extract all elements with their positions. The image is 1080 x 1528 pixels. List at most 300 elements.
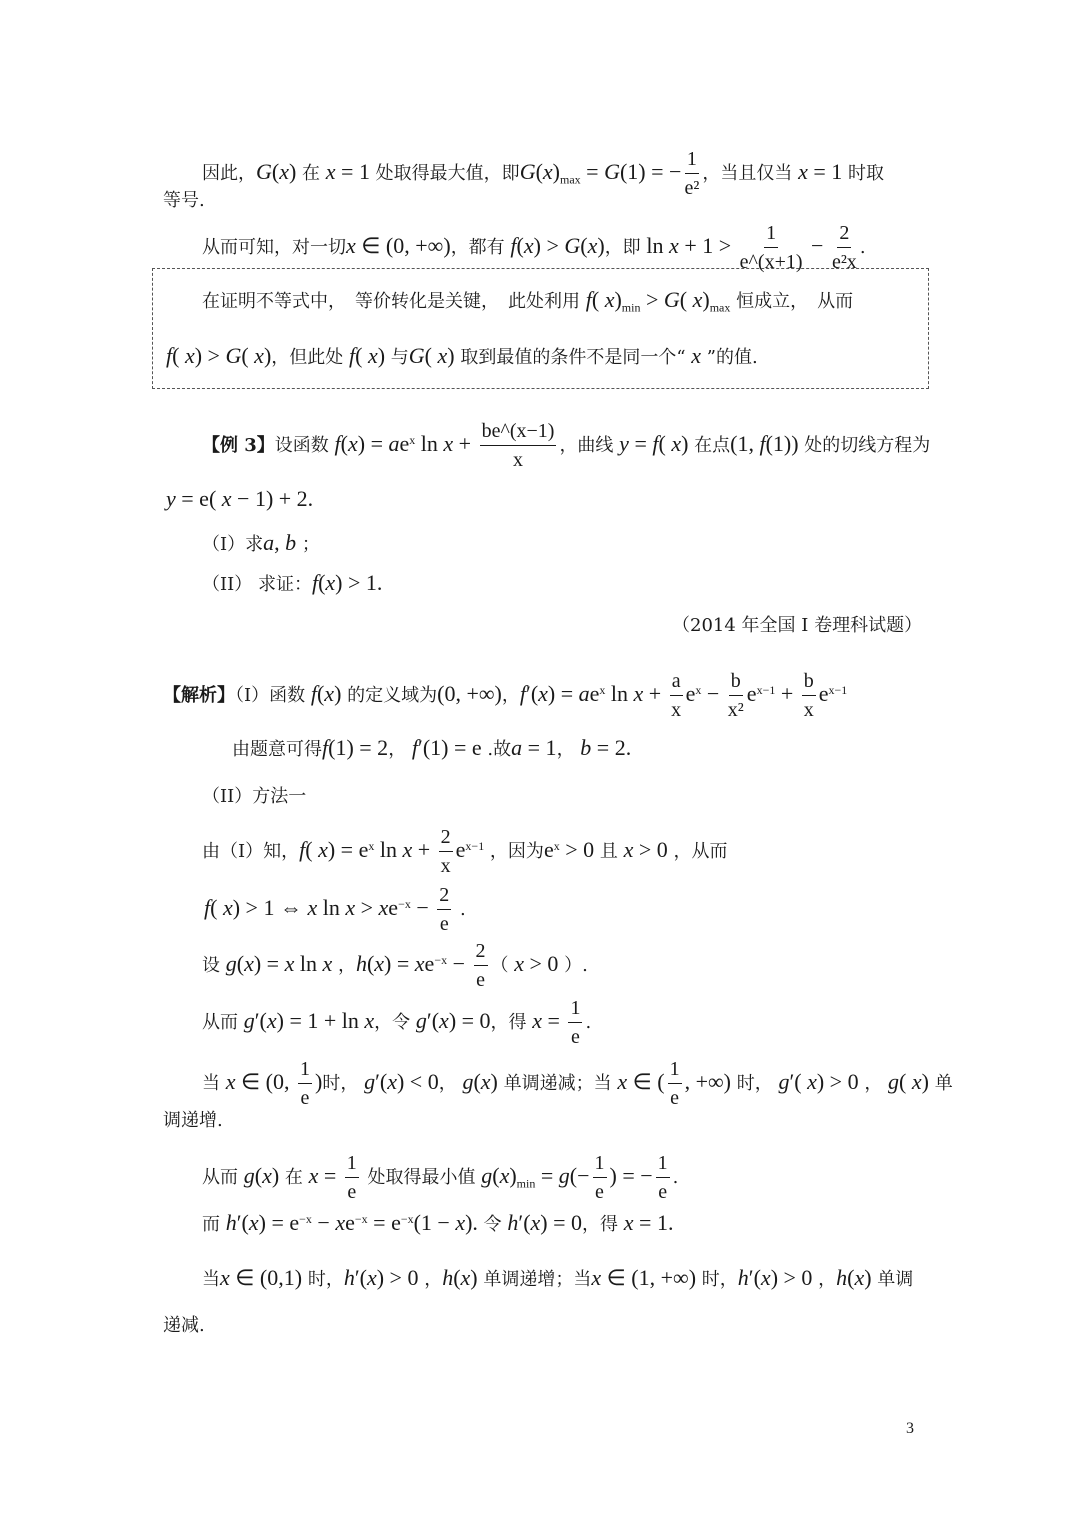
math-variable: g (243, 1008, 255, 1033)
solution-part-1 (163, 670, 847, 722)
fraction (298, 1058, 312, 1110)
math-variable: G (225, 343, 242, 368)
math-text: > 0 (559, 837, 595, 862)
math-variable: x (325, 570, 336, 595)
superscript: −x (398, 897, 411, 911)
math-variable: x (244, 951, 254, 976)
math-text: ′( (236, 1210, 249, 1235)
math-text: ′( (789, 1069, 808, 1094)
text-segment: （2014 年全国 I 卷理科试题） (672, 615, 923, 636)
math-text: = e( (175, 486, 222, 511)
math-variable: x (220, 1265, 230, 1290)
fraction (728, 670, 744, 722)
numerator: 1 (764, 222, 778, 248)
math-text: ) (447, 343, 455, 368)
text-segment: 在点 (688, 435, 731, 456)
superscript: x (695, 683, 702, 697)
text-segment: （II）方法一 (202, 786, 307, 807)
math-text: + 1 > (678, 233, 737, 258)
math-variable: x (911, 1069, 922, 1094)
text-segment: ， (332, 955, 356, 976)
math-text: ) (271, 1163, 280, 1188)
math-text: ln (317, 895, 346, 920)
superscript: x−1 (828, 683, 848, 697)
math-text: ) (681, 431, 689, 456)
math-text: e (589, 681, 600, 706)
math-variable: x (387, 1069, 397, 1094)
math-text: ) (702, 287, 710, 312)
math-variable: G (663, 287, 680, 312)
math-text: = 1. (633, 1210, 674, 1235)
denominator: e (595, 1181, 604, 1203)
text-segment: ，但此处 (271, 347, 349, 368)
text-segment: ，得 (490, 1012, 533, 1033)
math-text: = 1 (522, 735, 557, 760)
math-variable: f (311, 570, 319, 595)
text-line-g-max (202, 148, 884, 200)
math-text: − (701, 681, 725, 706)
math-text: ) = (547, 681, 579, 706)
math-variable: h (836, 1265, 848, 1290)
math-variable: x (184, 343, 195, 368)
solution-g-monotonic (202, 1058, 953, 1110)
math-text: ′( (426, 1008, 440, 1033)
subscript: max (560, 172, 581, 187)
math-variable: x (443, 431, 454, 456)
text-segment: ，都有 (450, 237, 511, 258)
math-text: ( (305, 837, 319, 862)
math-variable: x (366, 1265, 377, 1290)
math-variable: G (408, 343, 425, 368)
math-text: ( (424, 343, 438, 368)
math-variable: h (507, 1210, 519, 1235)
superscript: −x (400, 1212, 414, 1226)
denominator: e (347, 1181, 357, 1203)
text-segment: 因此， (202, 163, 256, 184)
math-variable: x (669, 233, 679, 258)
math-text: ( (453, 1265, 461, 1290)
text-segment: ， (438, 1073, 463, 1094)
text-segment: ，即 (604, 237, 647, 258)
math-text: e (543, 837, 554, 862)
math-text: = 2. (591, 735, 632, 760)
math-text: (1) = 2 (328, 735, 389, 760)
math-text: (0, +∞) (437, 681, 502, 706)
math-text: ( (847, 1265, 855, 1290)
math-text: ( (241, 343, 255, 368)
denominator: x (671, 699, 682, 721)
text-segment: （II） 求证： (202, 574, 312, 595)
math-text: + (412, 837, 436, 862)
math-text: ( (899, 1069, 912, 1094)
math-text: ) > (533, 233, 565, 258)
math-text: = (318, 1163, 342, 1188)
math-variable: x (367, 343, 378, 368)
superscript: −x (299, 1212, 312, 1226)
text-segment: . (585, 1012, 592, 1033)
math-text: ( (236, 951, 245, 976)
math-text: e (455, 837, 466, 862)
denominator: x² (727, 699, 744, 721)
math-variable: f (652, 431, 659, 456)
text-segment: 令 (477, 1214, 508, 1235)
math-text: ) = 1 + ln (276, 1008, 365, 1033)
fraction (437, 884, 451, 936)
math-variable: G (519, 159, 536, 184)
math-text: ) (334, 681, 342, 706)
text-segment: 在证明不等式中， 等价转化是关键， 此处利用 (202, 291, 586, 312)
math-variable: x (335, 1210, 346, 1235)
math-variable: x (374, 951, 385, 976)
subscript: min (516, 1176, 536, 1191)
math-variable: f (349, 343, 356, 368)
method-one-heading (202, 788, 306, 806)
text-segment: 处的切线方程为 (798, 435, 931, 456)
numerator: 1 (298, 1058, 312, 1084)
math-text: ( (318, 570, 326, 595)
math-text: (1, (730, 431, 760, 456)
math-variable: a (511, 735, 523, 760)
solution-line-f (202, 826, 728, 878)
math-text: (1) = − (619, 159, 682, 184)
math-variable: x (760, 1265, 771, 1290)
numerator: b (802, 670, 816, 696)
text-segment: 处取得最大值，即 (369, 163, 520, 184)
text-segment: . (859, 237, 866, 258)
text-segment: 时取 (842, 163, 884, 184)
math-variable: x (347, 431, 358, 456)
math-text: ∈ (1, +∞) (601, 1265, 697, 1290)
numerator: 2 (439, 826, 453, 852)
fraction (740, 222, 803, 274)
math-variable: x (402, 837, 413, 862)
math-text: + (643, 681, 667, 706)
math-text: ( (366, 951, 375, 976)
math-text: ( (254, 1163, 263, 1188)
math-variable: x (439, 1008, 449, 1033)
text-segment: 当 (202, 1073, 226, 1094)
text-segment: ，从而 (667, 841, 728, 862)
math-text: ) = 0 (448, 1008, 491, 1033)
math-variable: x (532, 1008, 543, 1033)
math-text: e (685, 681, 696, 706)
fraction (345, 1152, 359, 1204)
text-segment: 单调递减；当 (497, 1073, 618, 1094)
note-line-2 (166, 345, 758, 367)
text-segment: 单 (928, 1073, 953, 1094)
numerator: 1 (685, 148, 699, 174)
text-segment: 且 (594, 841, 624, 862)
superscript: x (409, 433, 416, 447)
math-variable: f (585, 287, 592, 312)
note-line-1 (202, 289, 853, 314)
math-variable: h (737, 1265, 749, 1290)
denominator: x (803, 699, 814, 721)
denominator: x (440, 855, 451, 877)
math-text: e (399, 431, 410, 456)
math-text: ( (580, 233, 588, 258)
math-variable: x (279, 159, 289, 184)
math-variable: x (262, 1163, 272, 1188)
math-text: ). (465, 1210, 478, 1235)
text-segment: 设函数 (274, 435, 335, 456)
text-segment: 由（I）知， (202, 841, 300, 862)
text-segment: 设 (202, 955, 226, 976)
math-text: ln (646, 233, 670, 258)
math-variable: x (364, 1008, 375, 1033)
math-text: = (580, 159, 605, 184)
math-variable: x (623, 1210, 634, 1235)
text-segment: 的定义域为 (341, 685, 438, 706)
math-variable: g (364, 1069, 376, 1094)
math-variable: x (530, 1210, 541, 1235)
text-segment: （I）函数 (235, 685, 311, 706)
math-text: (1 − (413, 1210, 456, 1235)
text-segment: ，令 (374, 1012, 416, 1033)
subscript: min (621, 300, 641, 315)
math-text: > 0 (524, 951, 559, 976)
solution-values (232, 737, 631, 759)
superscript: x−1 (465, 839, 485, 853)
math-text: ) > 1. (335, 570, 383, 595)
text-segment: ”的值. (701, 347, 758, 368)
tangent-line-equation (166, 488, 313, 510)
math-variable: y (166, 486, 176, 511)
math-variable: x (378, 895, 389, 920)
denominator: x (513, 449, 523, 471)
numerator: 2 (837, 222, 851, 248)
denominator: e (300, 1087, 310, 1109)
numerator: b (729, 670, 743, 696)
math-variable: g (558, 1163, 570, 1188)
math-text: (1)) (765, 431, 799, 456)
math-text: > 0 (633, 837, 668, 862)
math-variable: x (414, 951, 425, 976)
text-segment: 递减. (163, 1315, 205, 1336)
denominator: e²x (831, 251, 857, 273)
math-variable: G (256, 159, 272, 184)
text-segment: 恒成立， 从而 (730, 291, 854, 312)
fraction (684, 148, 699, 200)
numerator: 1 (593, 1152, 607, 1178)
math-text: > (355, 895, 379, 920)
math-text: e (388, 895, 399, 920)
math-text: ln (605, 681, 634, 706)
denominator: e² (684, 177, 700, 199)
math-variable: b (580, 735, 592, 760)
math-text: ) (921, 1069, 929, 1094)
math-variable: x (225, 1069, 236, 1094)
text-segment: 时， (731, 1073, 779, 1094)
math-variable: b (285, 530, 297, 555)
math-text: ( (591, 287, 605, 312)
math-text: ( (271, 159, 280, 184)
math-variable: x (617, 1069, 628, 1094)
math-variable: x (455, 1210, 466, 1235)
math-text: ln (294, 951, 323, 976)
math-variable: f (166, 343, 173, 368)
text-line-equality (163, 192, 205, 210)
fraction (480, 420, 557, 472)
math-text: , +∞) (684, 1069, 731, 1094)
math-variable: x (514, 951, 525, 976)
numerator: 2 (437, 884, 451, 910)
denominator: e (571, 1026, 580, 1048)
denominator: e (670, 1087, 680, 1109)
math-text: e (746, 681, 757, 706)
math-variable: x (222, 895, 233, 920)
note-box (152, 268, 929, 389)
text-segment: 时， (322, 1073, 365, 1094)
math-variable: x (692, 287, 703, 312)
math-variable: h (355, 951, 367, 976)
math-variable: f (322, 735, 329, 760)
superscript: x−1 (756, 683, 776, 697)
math-text: ) (597, 233, 605, 258)
text-segment: . (672, 1167, 679, 1188)
math-text: ) (315, 1069, 323, 1094)
math-variable: y (619, 431, 629, 456)
math-text: e (818, 681, 829, 706)
math-variable: x (604, 287, 615, 312)
math-variable: x (591, 1265, 602, 1290)
text-segment: （ (490, 955, 515, 976)
fraction (439, 826, 453, 878)
math-text: ′( (375, 1069, 388, 1094)
solution-define-g-h (202, 940, 588, 992)
fraction (670, 670, 683, 722)
text-segment: . (454, 899, 466, 920)
math-variable: f (759, 431, 766, 456)
math-variable: f (204, 895, 211, 920)
fraction (656, 1152, 670, 1204)
math-variable: f (411, 735, 419, 760)
math-text: ) (552, 159, 560, 184)
math-variable: x (325, 159, 336, 184)
math-text: , (274, 530, 286, 555)
math-variable: x (538, 681, 548, 706)
math-text: ( (340, 431, 348, 456)
text-segment: ， (556, 739, 581, 760)
numerator: 1 (568, 997, 582, 1023)
math-variable: g (225, 951, 237, 976)
math-variable: G (604, 159, 620, 184)
numerator: be^(x−1) (480, 420, 557, 446)
denominator: e^(x+1) (739, 251, 803, 273)
math-text: ) > 0 (770, 1265, 813, 1290)
solution-g-monotonic-cont (163, 1112, 223, 1130)
math-text: = (535, 1163, 559, 1188)
math-text: − (311, 1210, 336, 1235)
math-text: ) > (194, 343, 226, 368)
math-text: ) > 1 ⇔ (232, 895, 308, 920)
fraction (832, 222, 857, 274)
math-text: ) (470, 1265, 478, 1290)
text-segment: 从而 (202, 1012, 244, 1033)
math-variable: g (462, 1069, 474, 1094)
text-segment: 时， (302, 1269, 344, 1290)
math-variable: a (578, 681, 590, 706)
math-variable: x (623, 837, 634, 862)
example-3-statement (202, 420, 930, 472)
math-text: ln (415, 431, 444, 456)
text-segment: ， (858, 1073, 889, 1094)
math-variable: x (798, 159, 808, 184)
math-variable: x (460, 1265, 471, 1290)
denominator: e (476, 969, 485, 991)
page-number: 3 (906, 1420, 914, 1437)
text-line-inequality-conclusion (202, 222, 866, 274)
math-text: e (424, 951, 435, 976)
math-variable: x (308, 1163, 319, 1188)
math-variable: g (888, 1069, 900, 1094)
math-text: ) (864, 1265, 872, 1290)
math-variable: x (854, 1265, 865, 1290)
math-text: + (775, 681, 799, 706)
text-segment: ， (388, 739, 412, 760)
text-segment: 在 (296, 163, 326, 184)
math-variable: a (388, 431, 400, 456)
text-segment: 等号. (163, 190, 205, 211)
math-text: ′( (254, 1008, 267, 1033)
denominator: e (439, 913, 449, 935)
math-variable: x (284, 951, 295, 976)
math-variable: x (671, 431, 682, 456)
math-text: ( (516, 233, 524, 258)
solution-line-equivalence (204, 884, 466, 936)
source-citation (672, 617, 922, 635)
numerator: 2 (474, 940, 488, 966)
math-variable: x (437, 343, 448, 368)
superscript: −x (354, 1212, 368, 1226)
math-text: = 1 (807, 159, 843, 184)
solution-g-min (202, 1152, 678, 1204)
text-segment: 单调递增；当 (477, 1269, 592, 1290)
math-text: − (805, 233, 829, 258)
math-text: > (640, 287, 664, 312)
math-text: ∈ (0,1) (229, 1265, 303, 1290)
math-text: ′( (354, 1265, 367, 1290)
math-text: + (453, 431, 477, 456)
text-segment: ，曲线 (559, 435, 620, 456)
math-text: ) (288, 159, 297, 184)
math-text: ) > 0 (816, 1069, 859, 1094)
math-variable: x (254, 343, 264, 368)
text-segment: ，得 (582, 1214, 624, 1235)
text-segment: 从而 (202, 1167, 244, 1188)
math-variable: h (225, 1210, 237, 1235)
math-text: = (628, 431, 653, 456)
math-text: ′( (748, 1265, 761, 1290)
fraction (474, 940, 488, 992)
numerator: a (670, 670, 683, 696)
math-variable: x (542, 159, 553, 184)
math-variable: f (310, 681, 317, 706)
superscript: x (368, 839, 375, 853)
fraction (568, 997, 582, 1049)
question-part-1 (202, 532, 320, 554)
math-text: − (410, 895, 435, 920)
math-text: ( (658, 431, 672, 456)
math-text: ′( (526, 681, 539, 706)
numerator: 1 (345, 1152, 359, 1178)
math-variable: G (564, 233, 581, 258)
math-variable: x (480, 1069, 491, 1094)
text-segment: ； (296, 534, 320, 555)
text-segment: 从而可知，对一切 (202, 237, 346, 258)
math-variable: g (243, 1163, 255, 1188)
bold-label: 【例 3】 (202, 435, 275, 456)
